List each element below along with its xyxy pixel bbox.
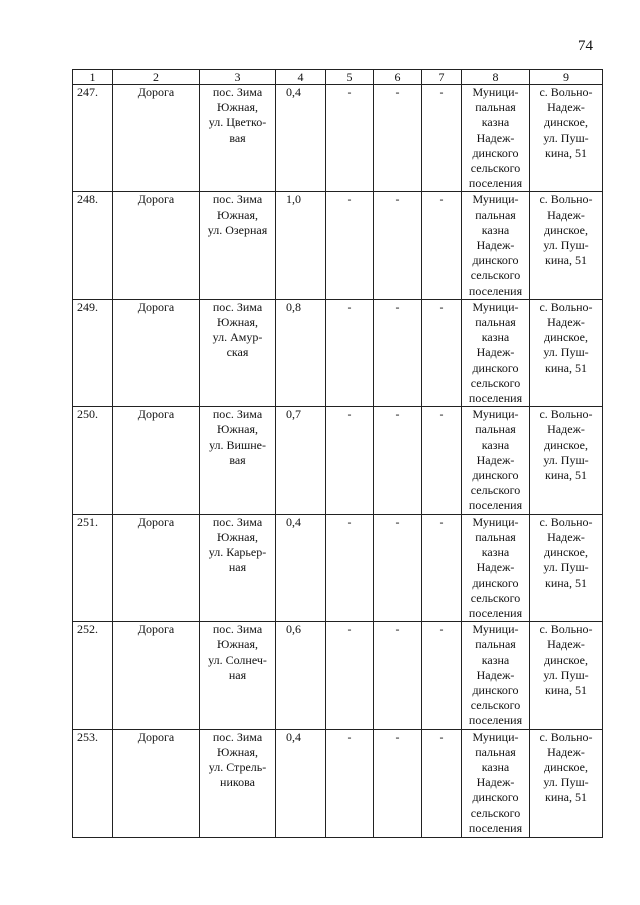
object-address: пос. Зима Южная, ул. Карьер- ная xyxy=(200,514,276,621)
object-owner: Муници- пальная казна Надеж- динского сельского поселения xyxy=(462,622,530,729)
cell-col5: - xyxy=(326,85,374,192)
cell-col7: - xyxy=(422,514,462,621)
row-number: 248. xyxy=(73,192,113,299)
column-header: 9 xyxy=(530,70,603,85)
cell-col7: - xyxy=(422,192,462,299)
object-address: пос. Зима Южная, ул. Вишне- вая xyxy=(200,407,276,514)
cell-col5: - xyxy=(326,407,374,514)
object-length: 0,4 xyxy=(276,729,326,837)
header-row xyxy=(73,70,603,85)
cell-col6: - xyxy=(374,299,422,406)
cell-col7: - xyxy=(422,622,462,729)
holder-address: с. Вольно- Надеж- динское, ул. Пуш- кина, 51 xyxy=(530,192,603,299)
object-address: пос. Зима Южная, ул. Амур- ская xyxy=(200,299,276,406)
holder-address: с. Вольно- Надеж- динское, ул. Пуш- кина, 51 xyxy=(530,85,603,192)
object-owner: Муници- пальная казна Надеж- динского сельского поселения xyxy=(462,514,530,621)
column-header: 7 xyxy=(422,70,462,85)
property-registry-table xyxy=(72,69,603,838)
object-type: Дорога xyxy=(113,729,200,837)
object-address: пос. Зима Южная, ул. Стрель- никова xyxy=(200,729,276,837)
cell-col6: - xyxy=(374,622,422,729)
cell-col7: - xyxy=(422,407,462,514)
cell-col7: - xyxy=(422,299,462,406)
column-header: 3 xyxy=(200,70,276,85)
holder-address: с. Вольно- Надеж- динское, ул. Пуш- кина, 51 xyxy=(530,622,603,729)
object-length: 0,4 xyxy=(276,514,326,621)
row-number: 250. xyxy=(73,407,113,514)
object-address: пос. Зима Южная, ул. Цветко- вая xyxy=(200,85,276,192)
object-address: пос. Зима Южная, ул. Озерная xyxy=(200,192,276,299)
holder-address: с. Вольно- Надеж- динское, ул. Пуш- кина, 51 xyxy=(530,514,603,621)
object-owner: Муници- пальная казна Надеж- динского сельского поселения xyxy=(462,299,530,406)
row-number: 249. xyxy=(73,299,113,406)
holder-address: с. Вольно- Надеж- динское, ул. Пуш- кина, 51 xyxy=(530,729,603,837)
column-header: 6 xyxy=(374,70,422,85)
table-body xyxy=(73,85,603,838)
table-row xyxy=(73,514,603,621)
object-length: 0,4 xyxy=(276,85,326,192)
table-row xyxy=(73,407,603,514)
object-type: Дорога xyxy=(113,299,200,406)
object-type: Дорога xyxy=(113,85,200,192)
cell-col6: - xyxy=(374,514,422,621)
object-owner: Муници- пальная казна Надеж- динского сельского поселения xyxy=(462,729,530,837)
table-row xyxy=(73,192,603,299)
object-type: Дорога xyxy=(113,192,200,299)
column-header: 4 xyxy=(276,70,326,85)
column-header: 2 xyxy=(113,70,200,85)
object-length: 0,6 xyxy=(276,622,326,729)
object-type: Дорога xyxy=(113,622,200,729)
cell-col5: - xyxy=(326,192,374,299)
object-owner: Муници- пальная казна Надеж- динского сельского поселения xyxy=(462,85,530,192)
object-type: Дорога xyxy=(113,407,200,514)
table-row xyxy=(73,729,603,837)
object-type: Дорога xyxy=(113,514,200,621)
row-number: 247. xyxy=(73,85,113,192)
cell-col5: - xyxy=(326,299,374,406)
cell-col5: - xyxy=(326,622,374,729)
holder-address: с. Вольно- Надеж- динское, ул. Пуш- кина, 51 xyxy=(530,299,603,406)
cell-col7: - xyxy=(422,85,462,192)
table-row xyxy=(73,85,603,192)
row-number: 252. xyxy=(73,622,113,729)
column-header: 8 xyxy=(462,70,530,85)
object-length: 0,7 xyxy=(276,407,326,514)
cell-col7: - xyxy=(422,729,462,837)
cell-col6: - xyxy=(374,729,422,837)
column-header: 5 xyxy=(326,70,374,85)
cell-col5: - xyxy=(326,514,374,621)
cell-col6: - xyxy=(374,407,422,514)
page-number: 74 xyxy=(578,38,593,54)
cell-col5: - xyxy=(326,729,374,837)
holder-address: с. Вольно- Надеж- динское, ул. Пуш- кина, 51 xyxy=(530,407,603,514)
table-row xyxy=(73,622,603,729)
cell-col6: - xyxy=(374,192,422,299)
object-address: пос. Зима Южная, ул. Солнеч- ная xyxy=(200,622,276,729)
object-length: 0,8 xyxy=(276,299,326,406)
object-owner: Муници- пальная казна Надеж- динского сельского поселения xyxy=(462,407,530,514)
column-header: 1 xyxy=(73,70,113,85)
table-header xyxy=(73,70,603,85)
cell-col6: - xyxy=(374,85,422,192)
row-number: 253. xyxy=(73,729,113,837)
object-owner: Муници- пальная казна Надеж- динского сельского поселения xyxy=(462,192,530,299)
table-row xyxy=(73,299,603,406)
object-length: 1,0 xyxy=(276,192,326,299)
row-number: 251. xyxy=(73,514,113,621)
